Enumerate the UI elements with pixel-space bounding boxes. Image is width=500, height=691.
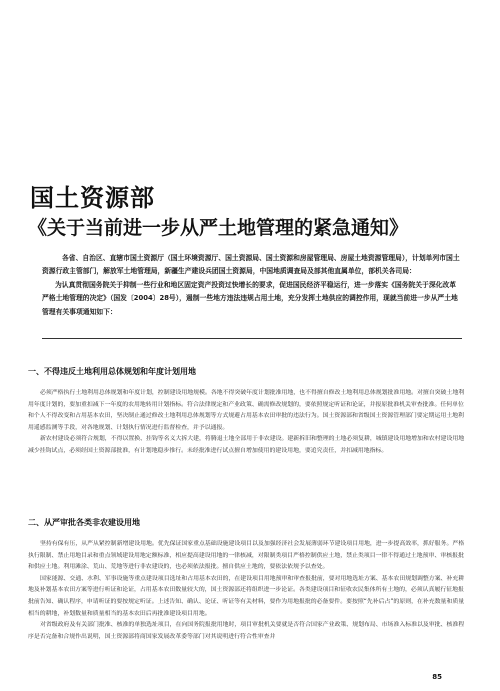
section-heading-2: 二、从严审批各类非农建设用地 — [28, 518, 140, 527]
body-paragraph: 必须严格执行土地利用总体规划和年度计划，控制建设用地规模。各地不得突破年度计划批准用地，也不得擅自修改土地利用总体规划批准用地。对擅自突破土地利用年度计划的，要加重扣减下一年度的农用地转用计划指标。符合法律规定和产业政策、确需修改规划的，要依照规定听证和论证，并报原批准机关审查批准。任何单位和个人不得改变和占用基本农田，坚决制止通过修改土地利用总体规划等方式规避占用基本农田审批的违法行为。国土资源部和省级国土资源管理部门要定期运用土地利用遥感监测等手段，对各地规划、计划执行情况进行监督检查，并予以通报。 — [28, 390, 465, 431]
body-paragraph: 新农村建设必须符合规划，不得以置换、挂钩等名义大拆大建，将腾退土地全部用于非农建设。建新拆旧和整理的土地必须复耕，城镇建设用地增加和农村建设用地减少挂钩试点，必须经国土资源部批准，有计划地稳步推行。未经批准进行试点擅自增加使用的建设用地，要追究责任，并扣减用地指标。 — [28, 436, 465, 454]
addressee-paragraph: 各省、自治区、直辖市国土资源厅（国土环境资源厅、国土资源局、国土资源和房屋管理局、房屋土地资源管理局），计划单列市国土资源行政主管部门，解放军土地管理局，新疆生产建设兵团国土资源局，中国地质调查局及部其他直属单位，部机关各司局： — [42, 254, 460, 276]
body-paragraph: 坚持有保有压，从严从紧控制新增建设用地。优先保证国家重点基础设施建设项目以及加强经济社会发展薄弱环节建设项目用地，进一步提高效率，抓好服务。严格执行限制、禁止用地目录和重点领域建设用地定额标准，相应提高建设用地的一律核减，对限制类项目严格控制供应土地，禁止类项目一律不得通过土地预审、审核报批和供应土地。利用滩涂、荒山、荒地等进行非农建设的，也必须依法报批。擅自供应土地的，要依法依规予以查处。 — [28, 541, 465, 571]
page-number: 85 — [432, 673, 442, 681]
document-subtitle: 《关于当前进一步从严土地管理的紧急通知》 — [28, 217, 409, 239]
section-body-2 — [28, 539, 468, 643]
preamble-paragraph: 为认真贯彻国务院关于抑制一些行业和地区固定资产投资过快增长的要求，促进国民经济平稳运行，进一步落实《国务院关于深化改革严格土地管理的决定》（国发〔2004〕28号），遏制一些地方违法违规占用土地，充分发挥土地供应的调控作用，现就当前进一步从严土地管理有关事项通知如下： — [42, 280, 458, 316]
body-paragraph: 国家能源、交通、水利、军事设施等重点建设项目选址和占用基本农田的，在建设项目用地预审和审查报批前，要对用地选址方案、基本农田规划调整方案、补充耕地及补划基本农田方案等进行听证和论证，占用基本农田数量较大的，国土资源部还将组织进一步论证。各类建设项目和征收农民集体所有土地的，必须认真履行征地报批前告知、确认程序，申请听证的要按规定听证。上述告知、确认、论证、听证等有关材料，要作为用地报批的必备要件。要按照“先补后占”的原则，在补充数量和质量相当的耕地，补划数量和质量相当的基本农田后再批准建设项目用地。 — [28, 575, 465, 617]
section-body-1 — [28, 388, 468, 458]
divider-rule — [42, 338, 462, 339]
section-heading-1: 一、不得违反土地利用总体规划和年度计划用地 — [28, 367, 196, 376]
body-paragraph: 对省级政府及有关部门批准、核准的单独选址项目，在向国务院报批用地时，项目审批机关要就是否符合国家产业政策、规划布局、市场准入标准以及审批、核准程序是否完备和合规作出说明，国土资源部将商国家发展改革委等部门对其说明进行符合性审查并 — [28, 622, 465, 640]
document-title: 国土资源部 — [30, 184, 155, 212]
intro-block — [42, 252, 462, 319]
